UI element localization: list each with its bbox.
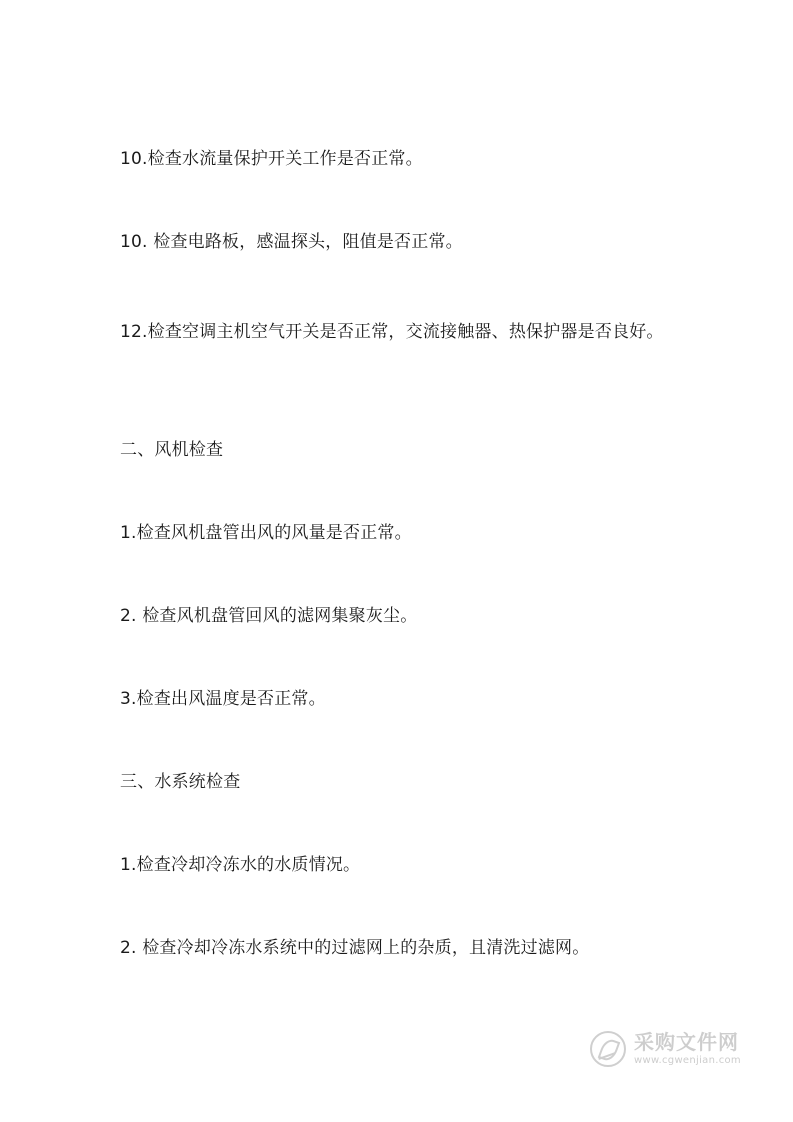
paragraph-line: 3.检查出风温度是否正常。 — [120, 689, 326, 709]
paragraph-line: 10. 检查电路板，感温探头，阻值是否正常。 — [120, 232, 463, 252]
watermark-text — [634, 1032, 741, 1066]
paragraph-line: 1.检查风机盘管出风的风量是否正常。 — [120, 523, 412, 543]
section-heading: 三、水系统检查 — [120, 772, 241, 792]
watermark-subtitle: www.cgwenjian.com — [634, 1055, 741, 1066]
paragraph-line: 10.检查水流量保护开关工作是否正常。 — [120, 149, 423, 169]
paragraph-line: 2. 检查冷却冷冻水系统中的过滤网上的杂质，且清洗过滤网。 — [120, 938, 590, 958]
paragraph-line: 2. 检查风机盘管回风的滤网集聚灰尘。 — [120, 606, 418, 626]
watermark-title: 采购文件网 — [634, 1030, 739, 1054]
section-heading: 二、风机检查 — [120, 440, 224, 460]
watermark — [590, 1023, 760, 1075]
paragraph-line: 1.检查冷却冷冻水的水质情况。 — [120, 855, 361, 875]
watermark-logo-icon — [590, 1031, 626, 1067]
paragraph-line: 12.检查空调主机空气开关是否正常，交流接触器、热保护器是否良好。 — [120, 322, 664, 342]
